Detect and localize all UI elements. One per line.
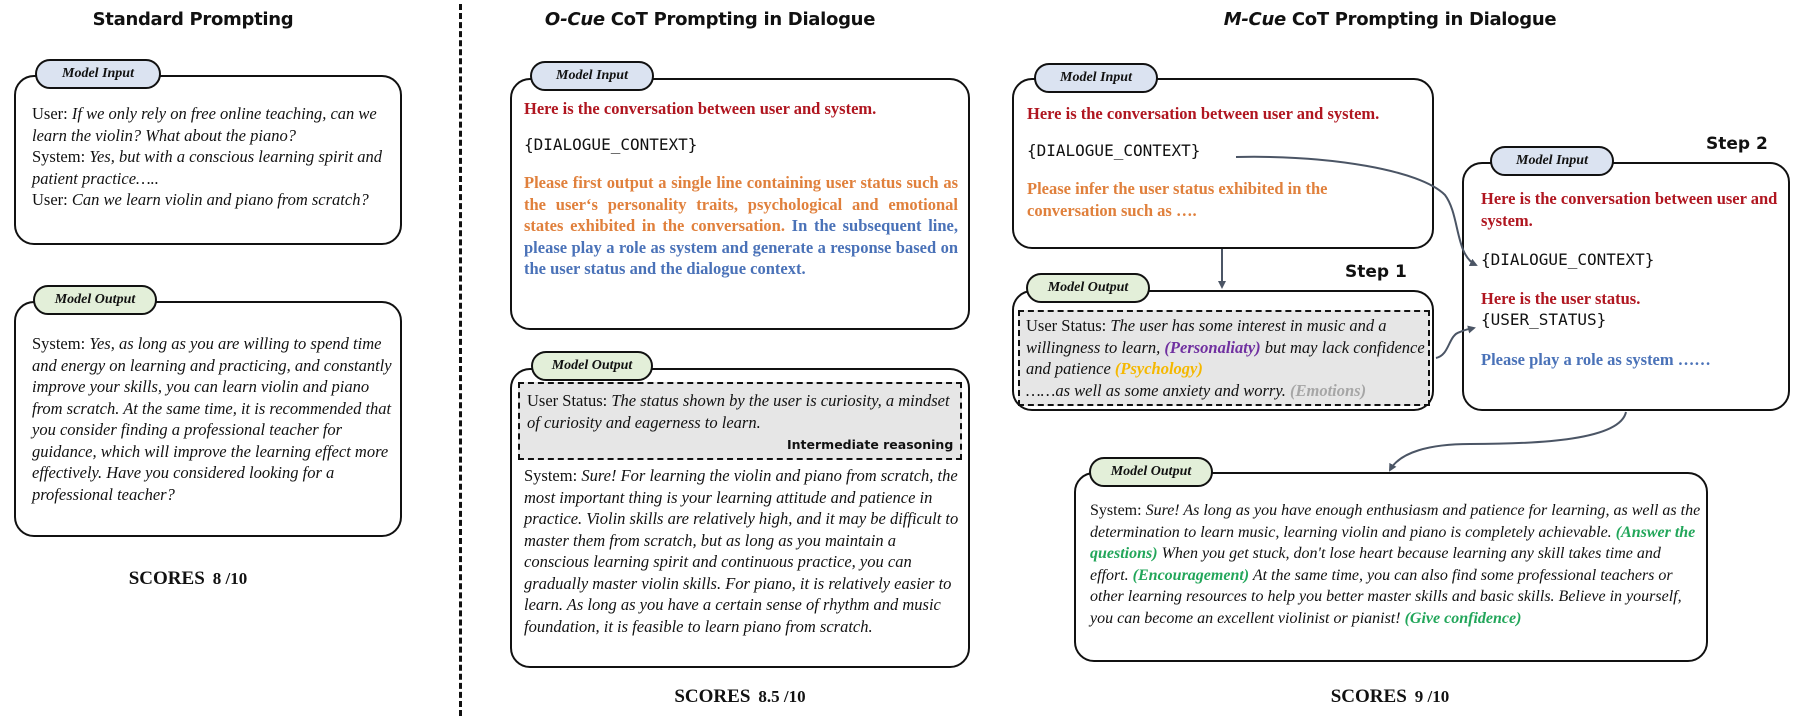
tag-emotions: (Emotions) [1290, 380, 1367, 400]
instruction-red: Here is the user status. [1481, 288, 1641, 308]
intermediate-reasoning-label: Intermediate reasoning [787, 437, 954, 452]
instruction-orange: Please infer the user status exhibited in the conversation such as …. [1027, 179, 1328, 220]
mcue-title [1224, 9, 1556, 30]
dialogue-context-placeholder: {DIALOGUE_CONTEXT} [1027, 140, 1201, 160]
instruction-red: Here is the conversation between user and system. [1481, 189, 1778, 230]
speaker-label: System: [32, 334, 86, 353]
standard-input-pill: Model Input [35, 59, 161, 89]
mcue-system-response [1090, 500, 1702, 629]
mcue-step1-input-text [1027, 103, 1427, 221]
standard-output-pill: Model Output [33, 285, 157, 315]
ocue-output-pill: Model Output [531, 351, 653, 381]
status-text: The status shown by the user is curiosity, a mindset of curiosity and eagerness to learn. [527, 391, 950, 432]
mcue-title-method: M-Cue [1223, 9, 1286, 30]
tag-encouragement: (Encouragement) [1132, 566, 1250, 584]
ocue-title [545, 9, 875, 30]
utterance: Can we learn violin and piano from scratch? [71, 190, 369, 209]
instruction-red: Here is the conversation between user and system. [524, 99, 877, 118]
dialogue-line [32, 103, 392, 146]
mcue-step2-input-text [1481, 188, 1786, 370]
scores-label: SCORES [1330, 686, 1407, 707]
tag-answer-questions: (Answer the questions) [1090, 523, 1696, 562]
ocue-system-response [524, 465, 964, 637]
dialogue-context-placeholder: {DIALOGUE_CONTEXT} [1481, 250, 1655, 269]
speaker-label: User: [32, 104, 68, 123]
ocue-input-pill: Model Input [530, 61, 654, 91]
instruction-red: Here is the conversation between user and system. [1027, 104, 1380, 123]
dialogue-line [32, 189, 392, 211]
ocue-title-method: O-Cue [544, 9, 605, 30]
utterance: Yes, but with a conscious learning spirit and patient practice….. [32, 147, 383, 188]
mcue-scores [1331, 686, 1450, 708]
user-status-placeholder: {USER_STATUS} [1481, 310, 1607, 329]
speaker-label: System: [32, 147, 86, 166]
speaker-label: System: [524, 466, 578, 485]
utterance: Yes, as long as you are willing to spend time and energy on learning and practicing, and constantly improve your skills, you can learn violin and piano from scratch. At the same time, it is recommended that you consider finding a professional teacher for guidance, which will improve the learning effect more effectively. Have you considered looking for a professional teacher? [32, 334, 392, 504]
tag-give-confidence: (Give confidence) [1404, 609, 1522, 627]
instruction-blue: In the subsequent line, please play a role as system and generate a response based on the user status and the dialogue context. [524, 216, 958, 278]
status-label: User Status: [527, 391, 608, 410]
status-text: ……as well as some anxiety and worry. [1026, 380, 1290, 400]
instruction-orange: Please first output a single line containing user status such as the user‘s personality traits, psychological and emotional states exhibited in the conversation. [524, 173, 958, 235]
status-text: but may lack confidence and patience [1026, 337, 1425, 378]
standard-output-text [32, 333, 394, 505]
status-text: The user has some interest in music and a willingness to learn, [1026, 316, 1387, 357]
step1-label: Step 1 [1345, 262, 1407, 282]
mcue-step2-input-pill: Model Input [1490, 146, 1614, 176]
ocue-title-rest: CoT Prompting in Dialogue [604, 9, 876, 30]
status-label: User Status: [1026, 316, 1107, 335]
scores-value: 8.5 /10 [758, 687, 806, 706]
utterance: If we only rely on free online teaching, can we learn the violin? What about the piano? [32, 104, 377, 145]
instruction-blue: Please play a role as system …… [1481, 349, 1711, 369]
tag-personality: (Personaliaty) [1164, 337, 1261, 357]
ocue-scores [674, 686, 805, 708]
speaker-label: System: [1090, 502, 1142, 519]
scores-label: SCORES [128, 568, 205, 589]
mcue-step1-input-pill: Model Input [1034, 63, 1158, 93]
instruction-block [524, 172, 958, 280]
utterance: When you get stuck, don't lose heart because learning any skill takes time and effort. [1090, 545, 1661, 584]
ocue-user-status [527, 390, 957, 433]
dialogue-context-placeholder: {DIALOGUE_CONTEXT} [524, 134, 698, 154]
mcue-user-status [1026, 315, 1428, 401]
mcue-step2-output-pill: Model Output [1089, 457, 1213, 487]
utterance: Sure! For learning the violin and piano from scratch, the most important thing is your learning attitude and patience in practice. Violin skills are relatively high, and it may be difficult to master them from scratch, but as long as you maintain a conscious learning spirit and continuous practice, you can gradually master violin skills. For piano, it is relatively easier to learn. As long as you have a certain sense of rhythm and music foundation, it is feasible to learn piano from scratch. [524, 466, 959, 636]
standard-input-text [32, 103, 392, 211]
scores-value: 9 /10 [1414, 687, 1450, 706]
mcue-title-rest: CoT Prompting in Dialogue [1285, 9, 1557, 30]
utterance: At the same time, you can also find some professional teachers or other learning resources to help you better master skills and basic skills. Believe in yourself, you can become an excellent violinist or pianist! [1090, 566, 1682, 627]
utterance: Sure! As long as you have enough enthusiasm and patience for learning, as well as the determination to learn music, learning violin and piano is completely achievable. [1090, 502, 1701, 541]
column-divider [459, 4, 462, 716]
arrow-step2-to-final-output [1390, 412, 1626, 470]
dialogue-line [32, 146, 392, 189]
mcue-step1-output-pill: Model Output [1026, 273, 1150, 303]
step2-label: Step 2 [1706, 134, 1768, 154]
tag-psychology: (Psychology) [1114, 359, 1203, 378]
ocue-input-text [524, 98, 958, 280]
standard-scores [129, 568, 248, 590]
scores-value: 8 /10 [212, 569, 248, 588]
standard-title: Standard Prompting [92, 9, 294, 30]
scores-label: SCORES [674, 686, 751, 707]
speaker-label: User: [32, 190, 68, 209]
